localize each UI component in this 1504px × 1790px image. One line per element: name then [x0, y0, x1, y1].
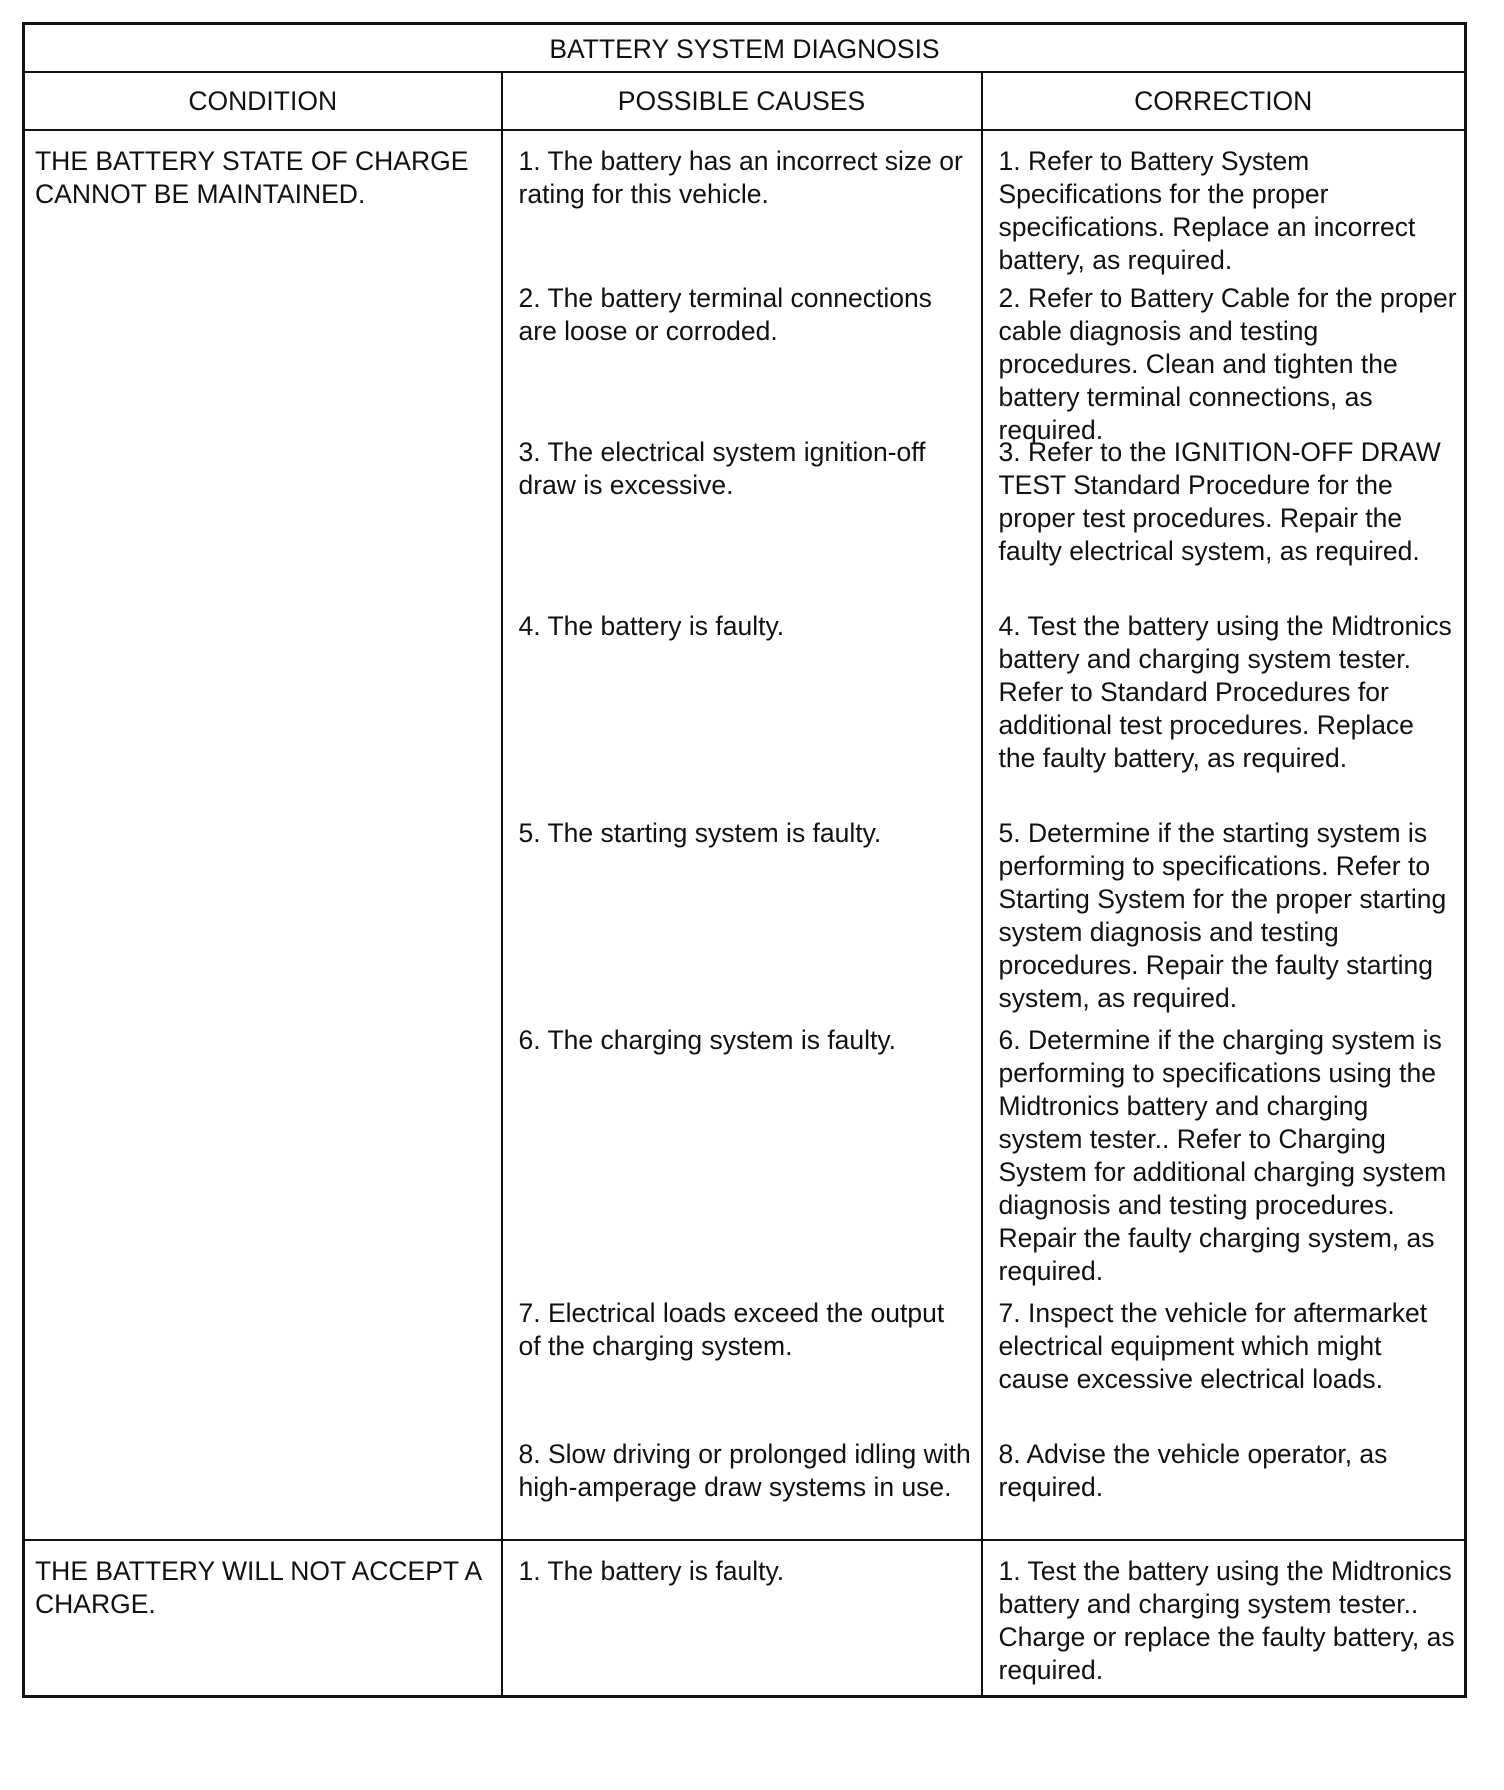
- correction-item: 8. Advise the vehicle operator, as required.: [998, 1439, 1388, 1502]
- table-header-row: [24, 72, 1466, 130]
- cause-item: 8. Slow driving or prolonged idling with high-amperage draw systems in use.: [518, 1439, 971, 1502]
- corrections-cell: [982, 130, 1466, 1540]
- cause-item: 5. The starting system is faulty.: [518, 818, 882, 848]
- correction-item: 1. Refer to Battery System Specifications for the proper specifications. Replace an incorrect battery, as required.: [998, 146, 1416, 275]
- cause-item: 1. The battery is faulty.: [518, 1556, 785, 1586]
- correction-item: 7. Inspect the vehicle for aftermarket electrical equipment which might cause excessive electrical loads.: [998, 1298, 1428, 1394]
- battery-diagnosis-table: [22, 22, 1467, 1698]
- causes-cell: [502, 130, 982, 1540]
- correction-item: 1. Test the battery using the Midtronics battery and charging system tester.. Charge or replace the faulty battery, as required.: [998, 1556, 1455, 1685]
- cause-item: 2. The battery terminal connections are loose or corroded.: [518, 283, 932, 346]
- correction-item: 5. Determine if the starting system is performing to specifications. Refer to Starting System for the proper starting system diagnosis and testing procedures. Repair the faulty starting system, as required.: [998, 818, 1447, 1013]
- cause-item: 7. Electrical loads exceed the output of the charging system.: [518, 1298, 945, 1361]
- table-title: BATTERY SYSTEM DIAGNOSIS: [24, 24, 1466, 73]
- header-condition: CONDITION: [24, 72, 502, 130]
- correction-item: 6. Determine if the charging system is performing to specifications using the Midtronics battery and charging system tester.. Refer to Charging System for additional charging system diagnosis and testing procedures. Repair the faulty charging system, as required.: [998, 1025, 1447, 1286]
- cause-item: 4. The battery is faulty.: [518, 611, 785, 641]
- table-title-row: [24, 24, 1466, 73]
- cause-item: 1. The battery has an incorrect size or rating for this vehicle.: [518, 146, 963, 209]
- table-row: [24, 1540, 1466, 1697]
- cause-item: 3. The electrical system ignition-off draw is excessive.: [518, 437, 926, 500]
- table-row: [24, 130, 1466, 1540]
- condition-cell: THE BATTERY STATE OF CHARGE CANNOT BE MAINTAINED.: [24, 130, 502, 1540]
- cause-item: 6. The charging system is faulty.: [518, 1025, 897, 1055]
- correction-item: 3. Refer to the IGNITION-OFF DRAW TEST Standard Procedure for the proper test procedures. Repair the faulty electrical system, as required.: [998, 437, 1441, 566]
- correction-item: 2. Refer to Battery Cable for the proper cable diagnosis and testing procedures. Clean and tighten the battery terminal connections, as required.: [998, 283, 1457, 445]
- causes-cell: [502, 1540, 982, 1697]
- corrections-cell: [982, 1540, 1466, 1697]
- header-possible-causes: POSSIBLE CAUSES: [502, 72, 982, 130]
- condition-cell: THE BATTERY WILL NOT ACCEPT A CHARGE.: [24, 1540, 502, 1697]
- correction-item: 4. Test the battery using the Midtronics battery and charging system tester. Refer to Standard Procedures for additional test procedures. Replace the faulty battery, as required.: [998, 611, 1452, 773]
- header-correction: CORRECTION: [982, 72, 1466, 130]
